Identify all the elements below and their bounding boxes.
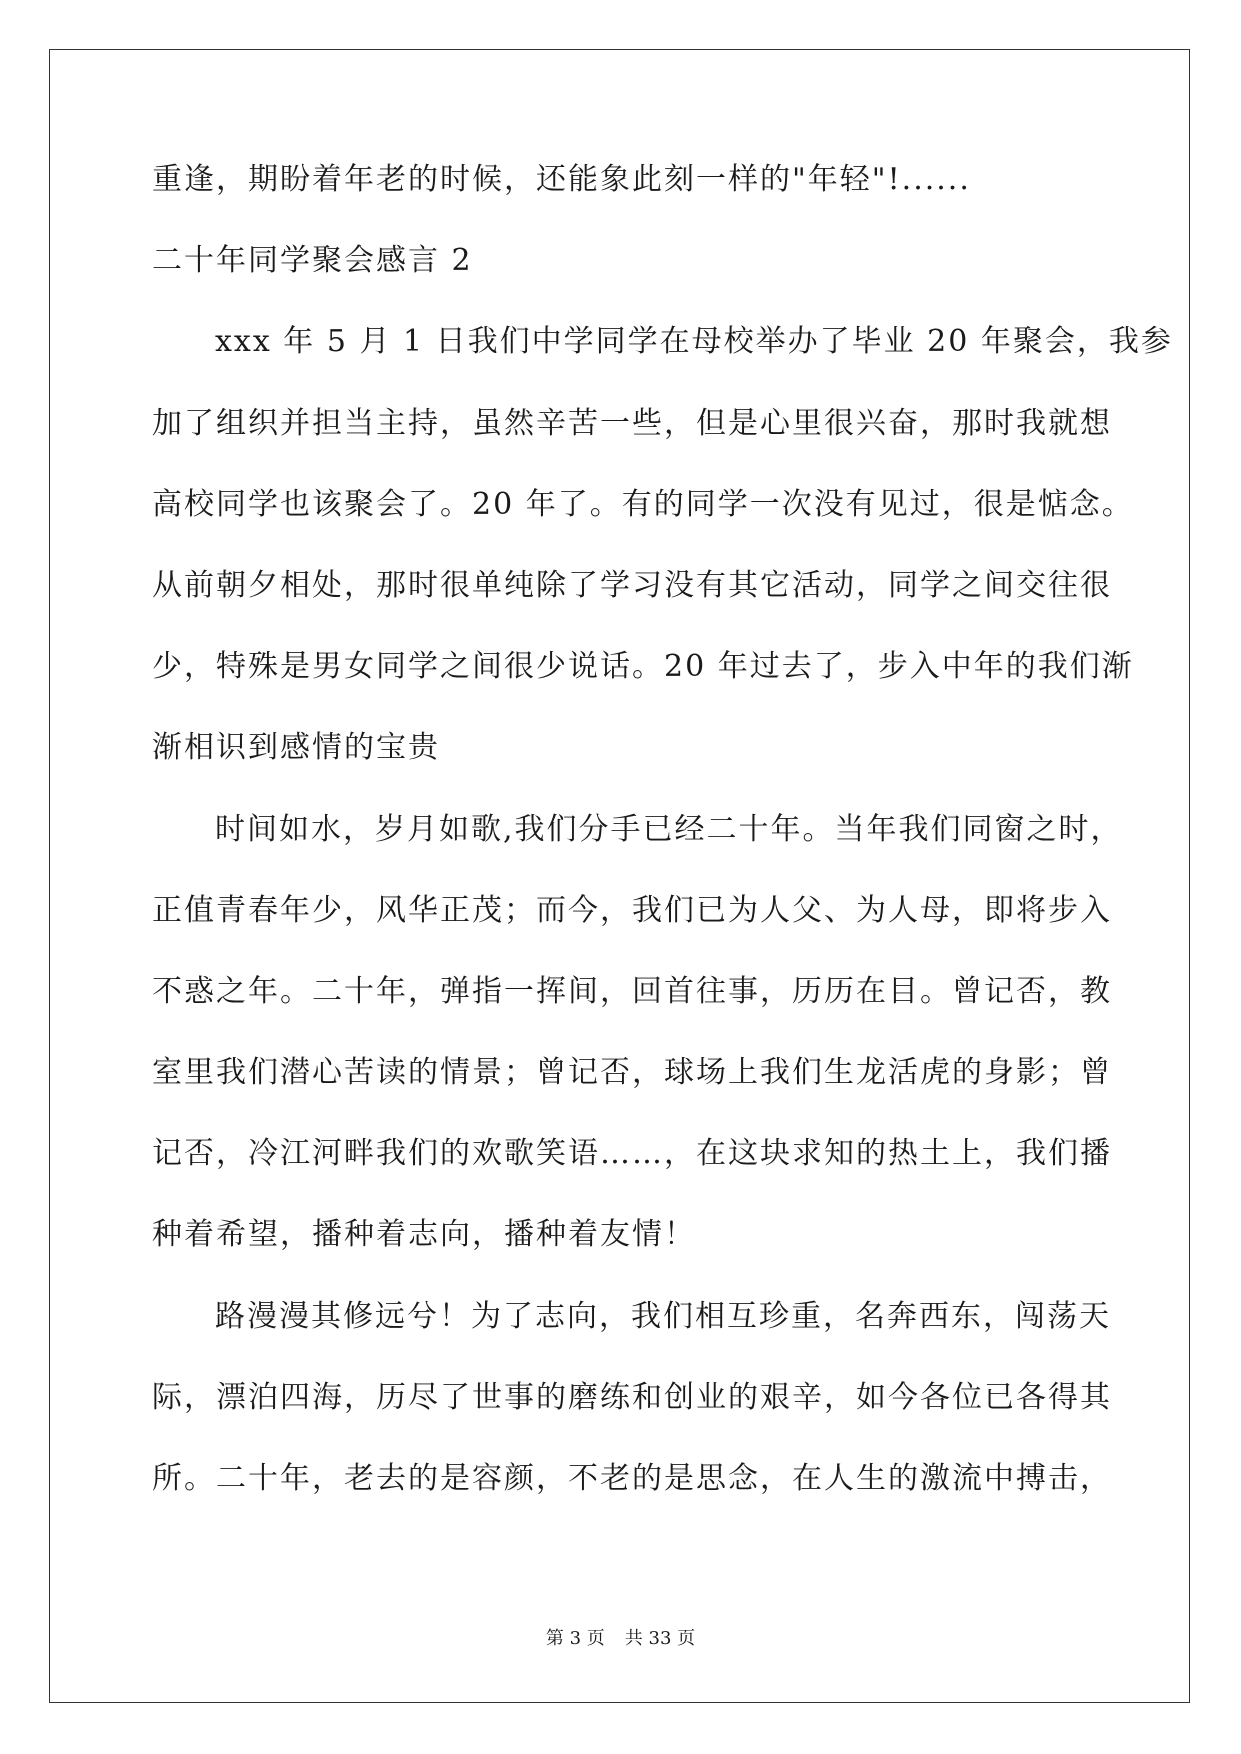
text-line: 从前朝夕相处，那时很单纯除了学习没有其它活动，同学之间交往很 — [152, 567, 1112, 603]
text-line: 所。二十年，老去的是容颜，不老的是思念，在人生的激流中搏击， — [152, 1461, 1112, 1496]
text-line: 室里我们潜心苦读的情景；曾记否，球场上我们生龙活虎的身影；曾 — [152, 1055, 1112, 1091]
text-line: 加了组织并担当主持，虽然辛苦一些，但是心里很兴奋，那时我就想 — [152, 405, 1112, 441]
text-line: 重逢，期盼着年老的时候，还能象此刻一样的"年轻"!...... — [152, 162, 971, 197]
page-total: 共 33 页 — [624, 1628, 696, 1649]
text-line: 正值青春年少，风华正茂；而今，我们已为人父、为人母，即将步入 — [152, 892, 1112, 928]
text-line: 少，特殊是男女同学之间很少说话。20 年过去了，步入中年的我们渐 — [152, 649, 1134, 685]
text-line: 记否，冷江河畔我们的欢歌笑语……，在这块求知的热土上，我们播 — [152, 1136, 1112, 1172]
text-line: 高校同学也该聚会了。20 年了。有的同学一次没有见过，很是惦念。 — [152, 486, 1134, 522]
text-line: 际，漂泊四海，历尽了世事的磨练和创业的艰辛，如今各位已各得其 — [152, 1379, 1112, 1415]
document-body — [152, 162, 1173, 1545]
text-line: 不惑之年。二十年，弹指一挥间，回首往事，历历在目。曾记否，教 — [152, 973, 1112, 1009]
text-line: 渐相识到感情的宝贵 — [152, 730, 440, 766]
text-line: 路漫漫其修远兮！为了志向，我们相互珍重，名奔西东，闯荡天 — [215, 1298, 1111, 1334]
text-line: 时间如水，岁月如歌,我们分手已经二十年。当年我们同窗之时， — [215, 811, 1123, 847]
page-number: 第 3 页 — [545, 1628, 605, 1649]
page-footer — [0, 1628, 1241, 1650]
text-line: xxx 年 5 月 1 日我们中学同学在母校举办了毕业 20 年聚会，我参 — [215, 324, 1173, 360]
section-heading: 二十年同学聚会感言 2 — [152, 243, 473, 279]
text-line: 种着希望，播种着志向，播种着友情！ — [152, 1217, 696, 1253]
